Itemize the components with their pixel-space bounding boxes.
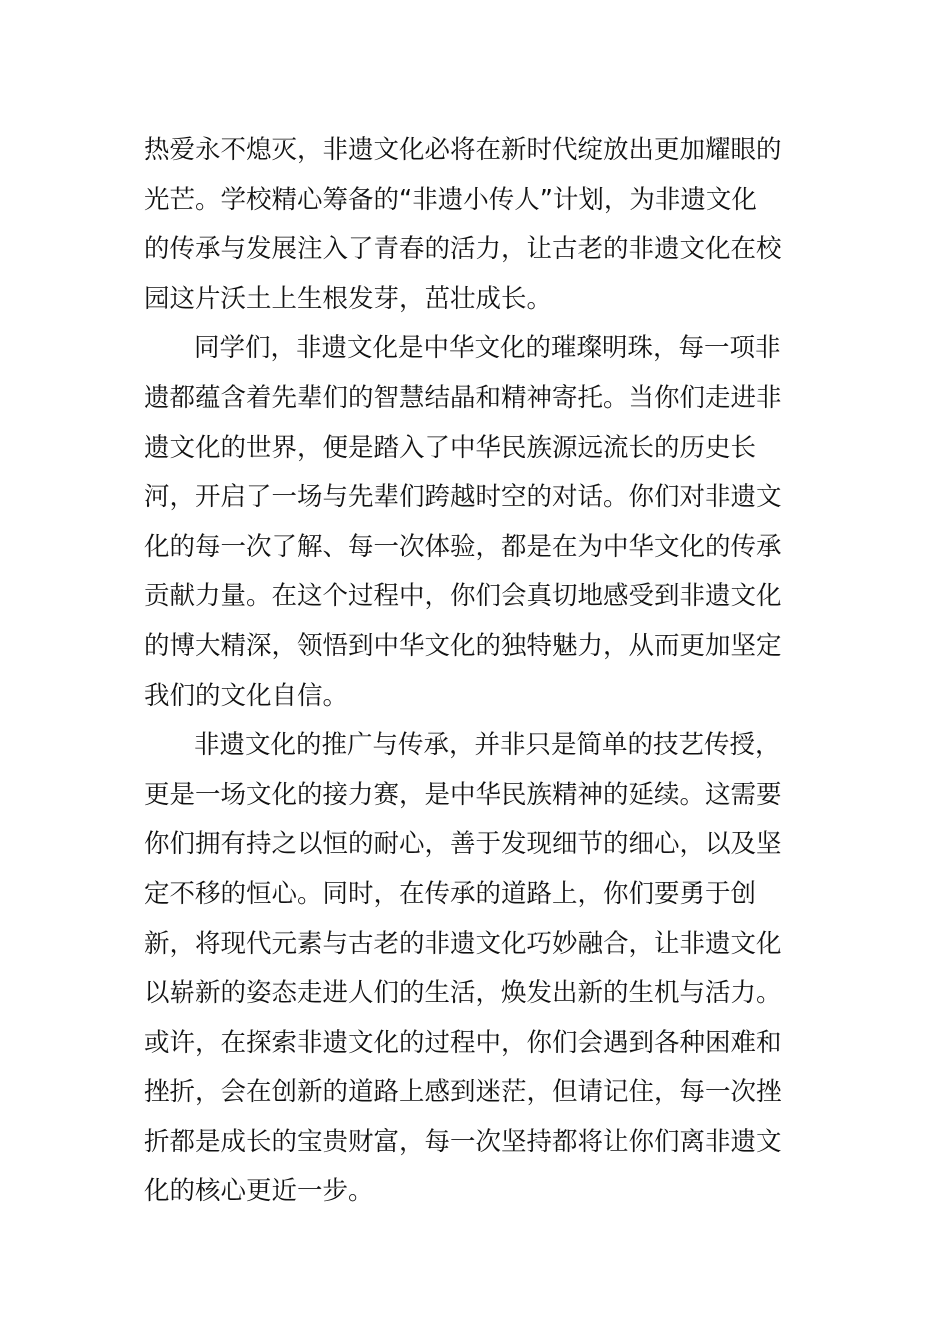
- text-line: 同学们，非遗文化是中华文化的璀璨明珠，每一项非: [194, 333, 781, 364]
- text-line: 非遗文化的推广与传承，并非只是简单的技艺传授，: [194, 730, 781, 761]
- text-line: 或许，在探索非遗文化的过程中，你们会遇到各种困难和: [144, 1027, 782, 1058]
- paragraph-3: [144, 721, 794, 1217]
- text-line: 新，将现代元素与古老的非遗文化巧妙融合，让非遗文化: [144, 928, 782, 959]
- text-line: 的传承与发展注入了青春的活力，让古老的非遗文化在校: [144, 234, 782, 265]
- text-line: 更是一场文化的接力赛，是中华民族精神的延续。这需要: [144, 779, 782, 810]
- text-line: 定不移的恒心。同时，在传承的道路上，你们要勇于创: [144, 878, 757, 909]
- paragraph-1: [144, 126, 794, 324]
- text-line: 你们拥有持之以恒的耐心，善于发现细节的细心，以及坚: [144, 829, 782, 860]
- text-line: 园这片沃土上生根发芽，茁壮成长。: [144, 283, 553, 314]
- text-line: 化的核心更近一步。: [144, 1176, 374, 1207]
- text-line: 我们的文化自信。: [144, 680, 349, 711]
- text-line: 挫折，会在创新的道路上感到迷茫，但请记住，每一次挫: [144, 1077, 782, 1108]
- document-body: [144, 126, 794, 1217]
- text-line: 贡献力量。在这个过程中，你们会真切地感受到非遗文化: [144, 581, 782, 612]
- text-line: 光芒。学校精心筹备的“非遗小传人”计划，为非遗文化: [144, 184, 757, 215]
- text-line: 的博大精深，领悟到中华文化的独特魅力，从而更加坚定: [144, 630, 782, 661]
- text-line: 遗文化的世界，便是踏入了中华民族源远流长的历史长: [144, 432, 757, 463]
- text-line: 遗都蕴含着先辈们的智慧结晶和精神寄托。当你们走进非: [144, 382, 782, 413]
- text-line: 热爱永不熄灭，非遗文化必将在新时代绽放出更加耀眼的: [144, 135, 782, 165]
- text-line: 以崭新的姿态走进人们的生活，焕发出新的生机与活力。: [144, 978, 782, 1009]
- text-line: 河，开启了一场与先辈们跨越时空的对话。你们对非遗文: [144, 482, 782, 513]
- text-line: 折都是成长的宝贵财富，每一次坚持都将让你们离非遗文: [144, 1126, 782, 1157]
- paragraph-2: [144, 324, 794, 721]
- text-line: 化的每一次了解、每一次体验，都是在为中华文化的传承: [144, 531, 782, 562]
